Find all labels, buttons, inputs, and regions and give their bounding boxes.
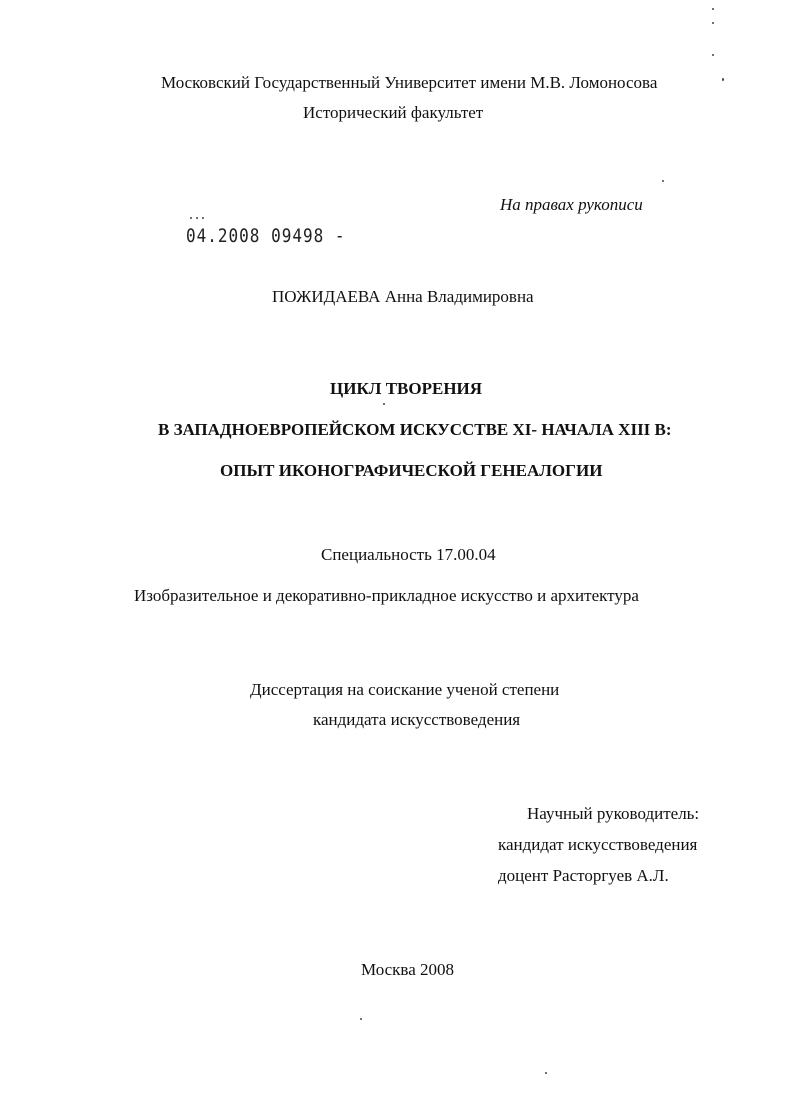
- registration-number-stamp: 04.2008 09498 -: [186, 224, 346, 247]
- scan-speck: [202, 217, 204, 219]
- scan-speck: [190, 217, 192, 219]
- faculty-name: Исторический факультет: [303, 103, 484, 122]
- scan-speck: [383, 403, 385, 405]
- scan-speck: [722, 78, 724, 81]
- title-line-1: ЦИКЛ ТВОРЕНИЯ: [330, 379, 483, 398]
- dissertation-line-2: кандидата искусствоведения: [313, 710, 521, 729]
- title-line-2: В ЗАПАДНОЕВРОПЕЙСКОМ ИСКУССТВЕ XI- НАЧАЛА XIII В:: [158, 420, 672, 439]
- scan-speck: [360, 1018, 362, 1020]
- supervisor-degree: кандидат искусствоведения: [498, 835, 698, 854]
- scan-speck: [712, 22, 714, 24]
- supervisor-name: доцент Расторгуев А.Л.: [498, 866, 669, 885]
- dissertation-line-1: Диссертация на соискание ученой степени: [250, 680, 560, 699]
- scan-speck: [712, 54, 714, 56]
- scan-speck: [712, 8, 714, 10]
- scan-speck: [196, 217, 198, 219]
- supervisor-label: Научный руководитель:: [527, 804, 700, 823]
- university-name: Московский Государственный Университет имени М.В. Ломоносова: [161, 73, 658, 92]
- city-year: Москва 2008: [361, 960, 455, 979]
- title-line-3: ОПЫТ ИКОНОГРАФИЧЕСКОЙ ГЕНЕАЛОГИИ: [220, 461, 603, 480]
- specialty-code: Специальность 17.00.04: [321, 545, 496, 564]
- manuscript-note: На правах рукописи: [500, 195, 643, 214]
- scan-speck: [662, 180, 664, 182]
- specialty-name: Изобразительное и декоративно-прикладное искусство и архитектура: [134, 586, 639, 605]
- author-name: ПОЖИДАЕВА Анна Владимировна: [272, 287, 534, 306]
- scan-speck: [545, 1072, 547, 1074]
